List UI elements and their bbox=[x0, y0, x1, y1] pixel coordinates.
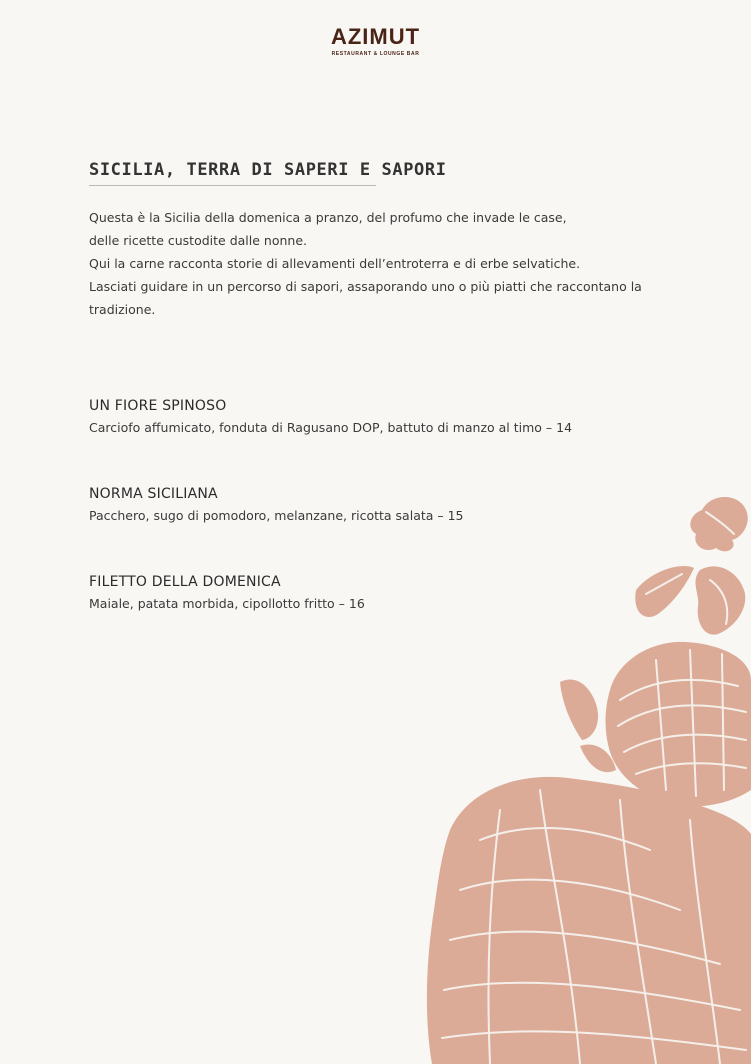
section-title: SICILIA, TERRA DI SAPERI E SAPORI bbox=[89, 160, 376, 186]
artichoke-illustration bbox=[420, 490, 751, 1064]
intro-line: delle ricette custodite dalle nonne. bbox=[89, 233, 307, 248]
dish-item bbox=[89, 396, 649, 440]
section-intro bbox=[89, 206, 689, 321]
intro-line: Qui la carne racconta storie di allevamenti dell’entroterra e di erbe selvatiche. bbox=[89, 256, 581, 271]
dish-description: Carciofo affumicato, fonduta di Ragusano DOP, battuto di manzo al timo – 14 bbox=[89, 420, 573, 435]
dish-name: UN FIORE SPINOSO bbox=[89, 398, 227, 414]
dish-name: NORMA SICILIANA bbox=[89, 486, 218, 502]
brand-logo bbox=[0, 26, 751, 57]
dish-description: Maiale, patata morbida, cipollotto fritto – 16 bbox=[89, 596, 365, 611]
dish-name: FILETTO DELLA DOMENICA bbox=[89, 574, 281, 590]
brand-name: AZIMUT bbox=[330, 24, 421, 49]
intro-line: Lasciati guidare in un percorso di sapori, assaporando uno o più piatti che raccontano la tradizione. bbox=[89, 279, 642, 317]
dish-description: Pacchero, sugo di pomodoro, melanzane, ricotta salata – 15 bbox=[89, 508, 464, 523]
intro-line: Questa è la Sicilia della domenica a pranzo, del profumo che invade le case, bbox=[89, 210, 567, 225]
menu-section bbox=[89, 160, 689, 321]
brand-tagline: RESTAURANT & LOUNGE BAR bbox=[331, 51, 420, 57]
